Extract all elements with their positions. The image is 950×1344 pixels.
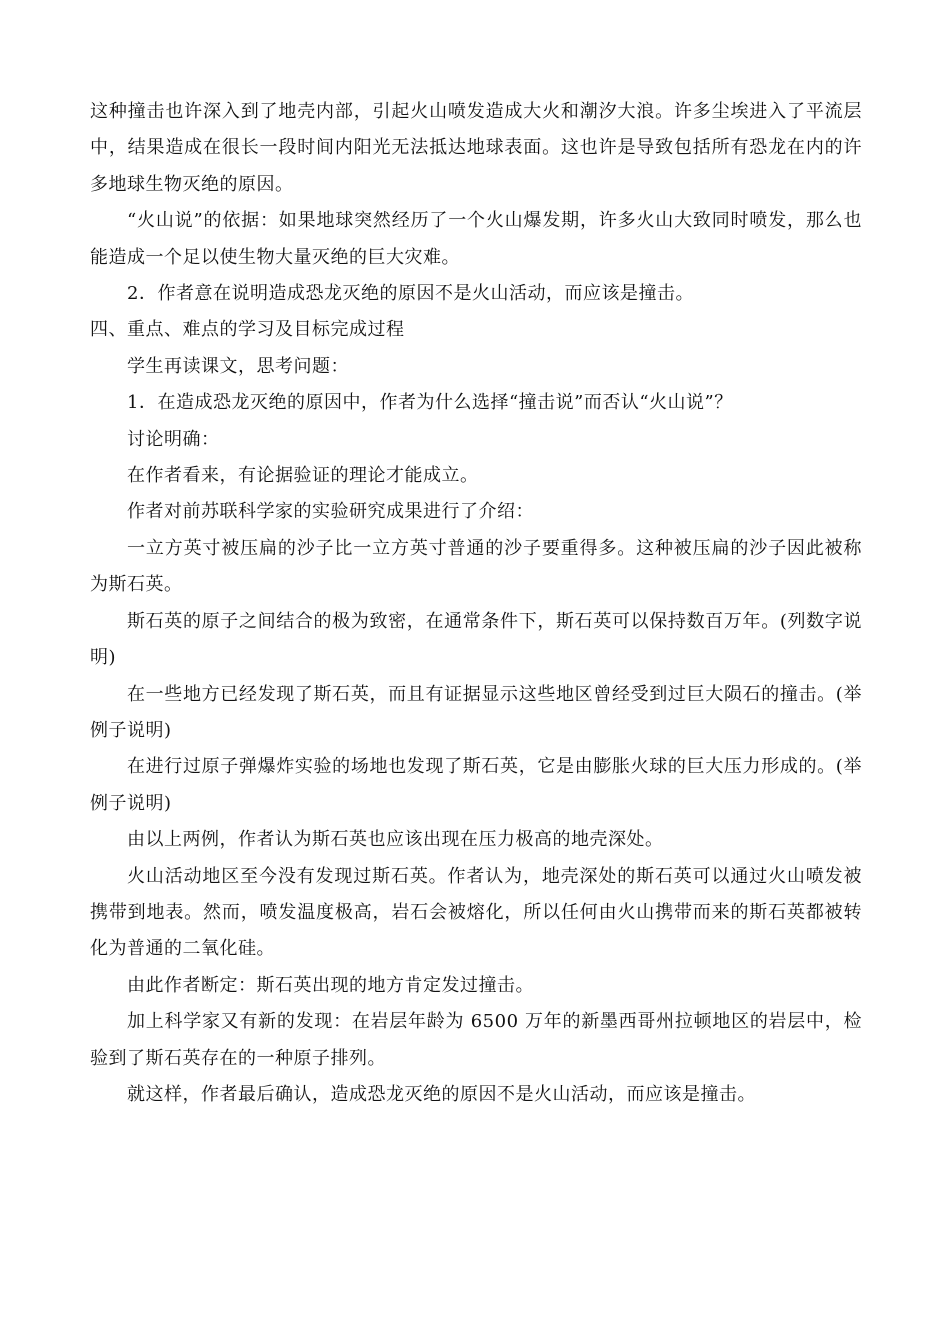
paragraph: 火山活动地区至今没有发现过斯石英。作者认为，地壳深处的斯石英可以通过火山喷发被携带到地表。然而，喷发温度极高，岩石会被熔化，所以任何由火山携带而来的斯石英都被转化为普通的二氧化硅。 <box>90 865 862 960</box>
paragraph: 学生再读课文，思考问题： <box>127 355 349 377</box>
paragraph: 在作者看来，有论据验证的理论才能成立。 <box>127 465 479 487</box>
paragraph: 在进行过原子弹爆炸实验的场地也发现了斯石英，它是由膨胀火球的巨大压力形成的。(举例子说明) <box>90 756 862 814</box>
paragraph: 2．作者意在说明造成恐龙灭绝的原因不是火山活动，而应该是撞击。 <box>127 283 694 305</box>
paragraph: 就这样，作者最后确认，造成恐龙灭绝的原因不是火山活动，而应该是撞击。 <box>127 1083 756 1105</box>
paragraph: 斯石英的原子之间结合的极为致密，在通常条件下，斯石英可以保持数百万年。(列数字说明) <box>90 610 862 669</box>
paragraph: 由以上两例，作者认为斯石英也应该出现在压力极高的地壳深处。 <box>127 829 664 851</box>
section-heading: 四、重点、难点的学习及目标完成过程 <box>90 319 405 341</box>
paragraph: 一立方英寸被压扁的沙子比一立方英寸普通的沙子要重得多。这种被压扁的沙子因此被称为斯石英。 <box>90 537 862 596</box>
paragraph: 作者对前苏联科学家的实验研究成果进行了介绍： <box>127 501 534 523</box>
document-body <box>90 94 862 1113</box>
question: 1．在造成恐龙灭绝的原因中，作者为什么选择“撞击说”而否认“火山说”？ <box>127 392 733 414</box>
paragraph: “火山说”的依据：如果地球突然经历了一个火山爆发期，许多火山大致同时喷发，那么也能造成一个足以使生物大量灭绝的巨大灾难。 <box>90 210 862 268</box>
paragraph: 这种撞击也许深入到了地壳内部，引起火山喷发造成大火和潮汐大浪。许多尘埃进入了平流层中，结果造成在很长一段时间内阳光无法抵达地球表面。这也许是导致包括所有恐龙在内的许多地球生物灭绝的原因。 <box>90 101 862 195</box>
paragraph: 讨论明确： <box>127 428 220 450</box>
paragraph: 由此作者断定：斯石英出现的地方肯定发过撞击。 <box>127 974 534 996</box>
paragraph: 在一些地方已经发现了斯石英，而且有证据显示这些地区曾经受到过巨大陨石的撞击。(举例子说明) <box>90 683 862 741</box>
paragraph: 加上科学家又有新的发现：在岩层年龄为 6500 万年的新墨西哥州拉顿地区的岩层中，检验到了斯石英存在的一种原子排列。 <box>90 1011 862 1069</box>
